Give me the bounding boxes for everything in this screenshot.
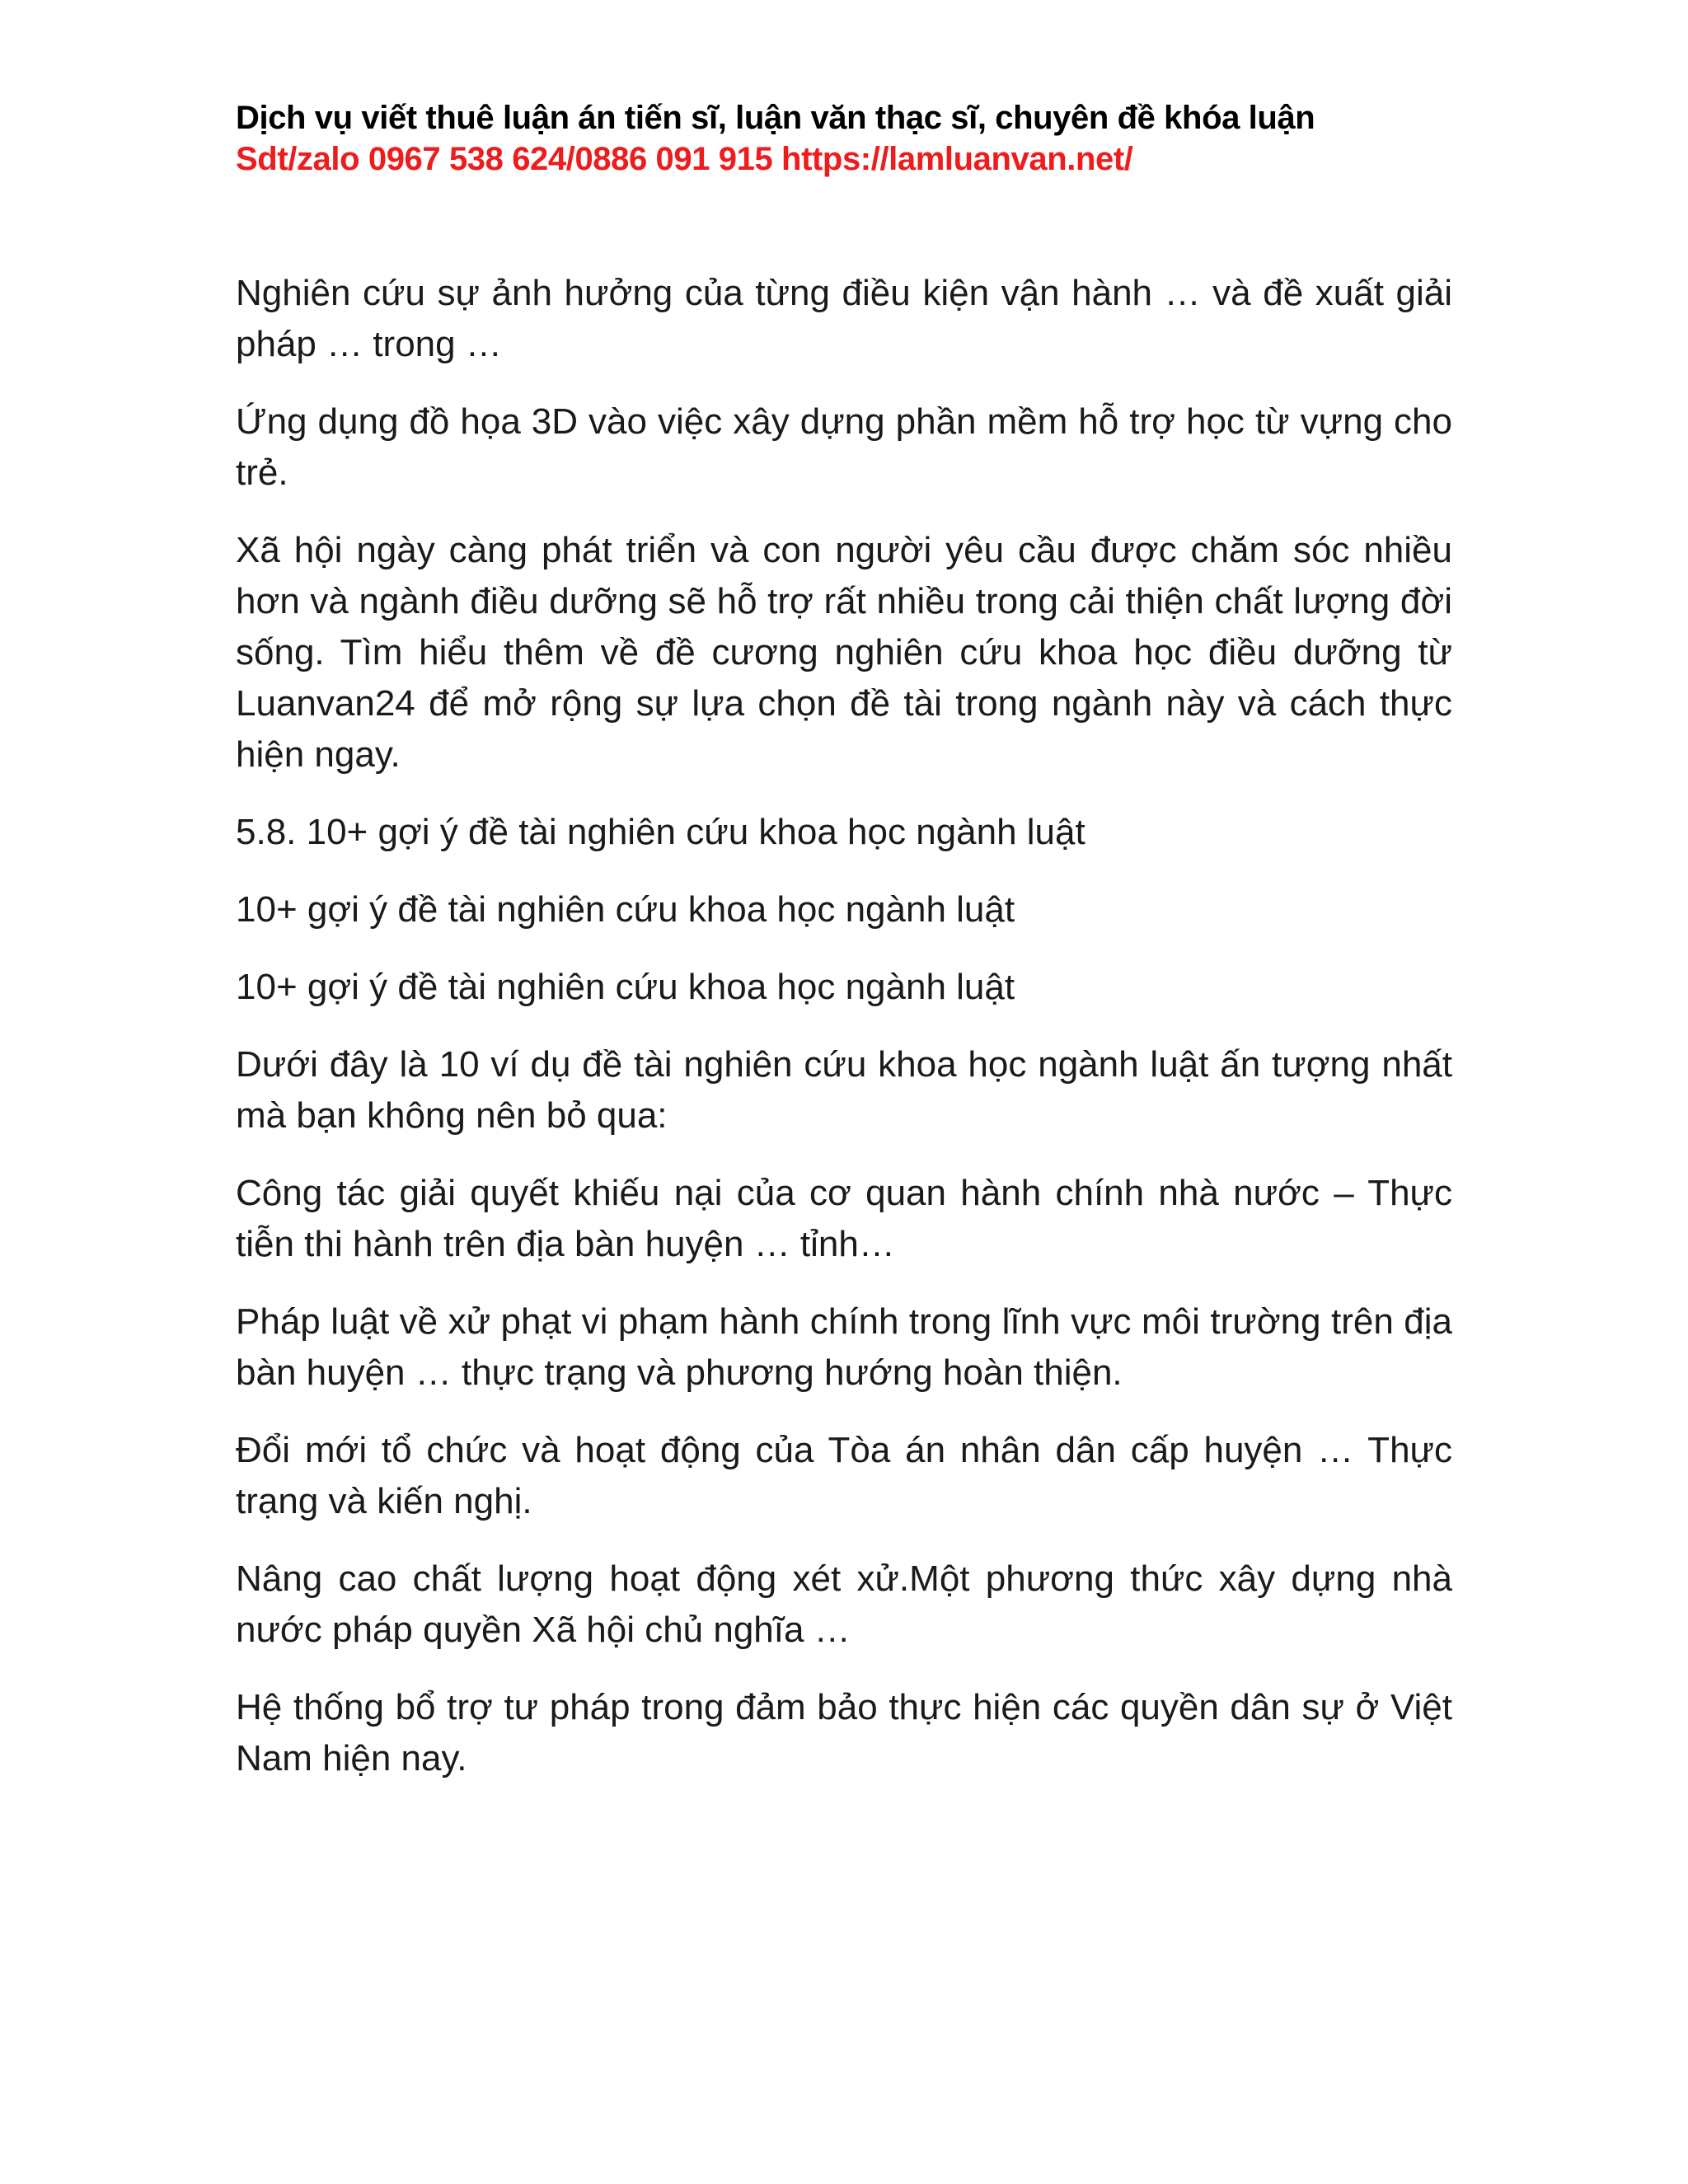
paragraph: Nghiên cứu sự ảnh hưởng của từng điều kiện vận hành … và đề xuất giải pháp … trong …: [236, 273, 1452, 364]
document-body: [236, 268, 1452, 1811]
topic-item: Pháp luật về xử phạt vi phạm hành chính trong lĩnh vực môi trường trên địa bàn huyện … thực trạng và phương hướng hoàn thiện.: [236, 1301, 1452, 1393]
page-header: [236, 97, 1472, 180]
section-heading: 5.8. 10+ gợi ý đề tài nghiên cứu khoa học ngành luật: [236, 812, 1085, 852]
topic-item: Đổi mới tổ chức và hoạt động của Tòa án nhân dân cấp huyện … Thực trạng và kiến nghị.: [236, 1430, 1452, 1521]
paragraph: Ứng dụng đồ họa 3D vào việc xây dựng phần mềm hỗ trợ học từ vựng cho trẻ.: [236, 401, 1452, 493]
topic-item: Hệ thống bổ trợ tư pháp trong đảm bảo thực hiện các quyền dân sự ở Việt Nam hiện nay.: [236, 1687, 1452, 1779]
paragraph: 10+ gợi ý đề tài nghiên cứu khoa học ngành luật: [236, 967, 1015, 1007]
paragraph: Xã hội ngày càng phát triển và con người yêu cầu được chăm sóc nhiều hơn và ngành điều dưỡng sẽ hỗ trợ rất nhiều trong cải thiện chất lượng đời sống. Tìm hiểu thêm về đề cương nghiên cứu khoa học điều dưỡng từ Luanvan24 để mở rộng sự lựa chọn đề tài trong ngành này và cách thực hiện ngay.: [236, 530, 1452, 775]
header-contact-line: Sdt/zalo 0967 538 624/0886 091 915 https://lamluanvan.net/: [236, 141, 1133, 177]
topic-item: Nâng cao chất lượng hoạt động xét xử.Một phương thức xây dựng nhà nước pháp quyền Xã hội chủ nghĩa …: [236, 1558, 1452, 1650]
paragraph: 10+ gợi ý đề tài nghiên cứu khoa học ngành luật: [236, 889, 1015, 930]
topic-item: Công tác giải quyết khiếu nại của cơ quan hành chính nhà nước – Thực tiễn thi hành trên địa bàn huyện … tỉnh…: [236, 1173, 1452, 1264]
header-service-title: Dịch vụ viết thuê luận án tiến sĩ, luận văn thạc sĩ, chuyên đề khóa luận: [236, 100, 1315, 136]
paragraph: Dưới đây là 10 ví dụ đề tài nghiên cứu khoa học ngành luật ấn tượng nhất mà bạn không nên bỏ qua:: [236, 1044, 1452, 1136]
